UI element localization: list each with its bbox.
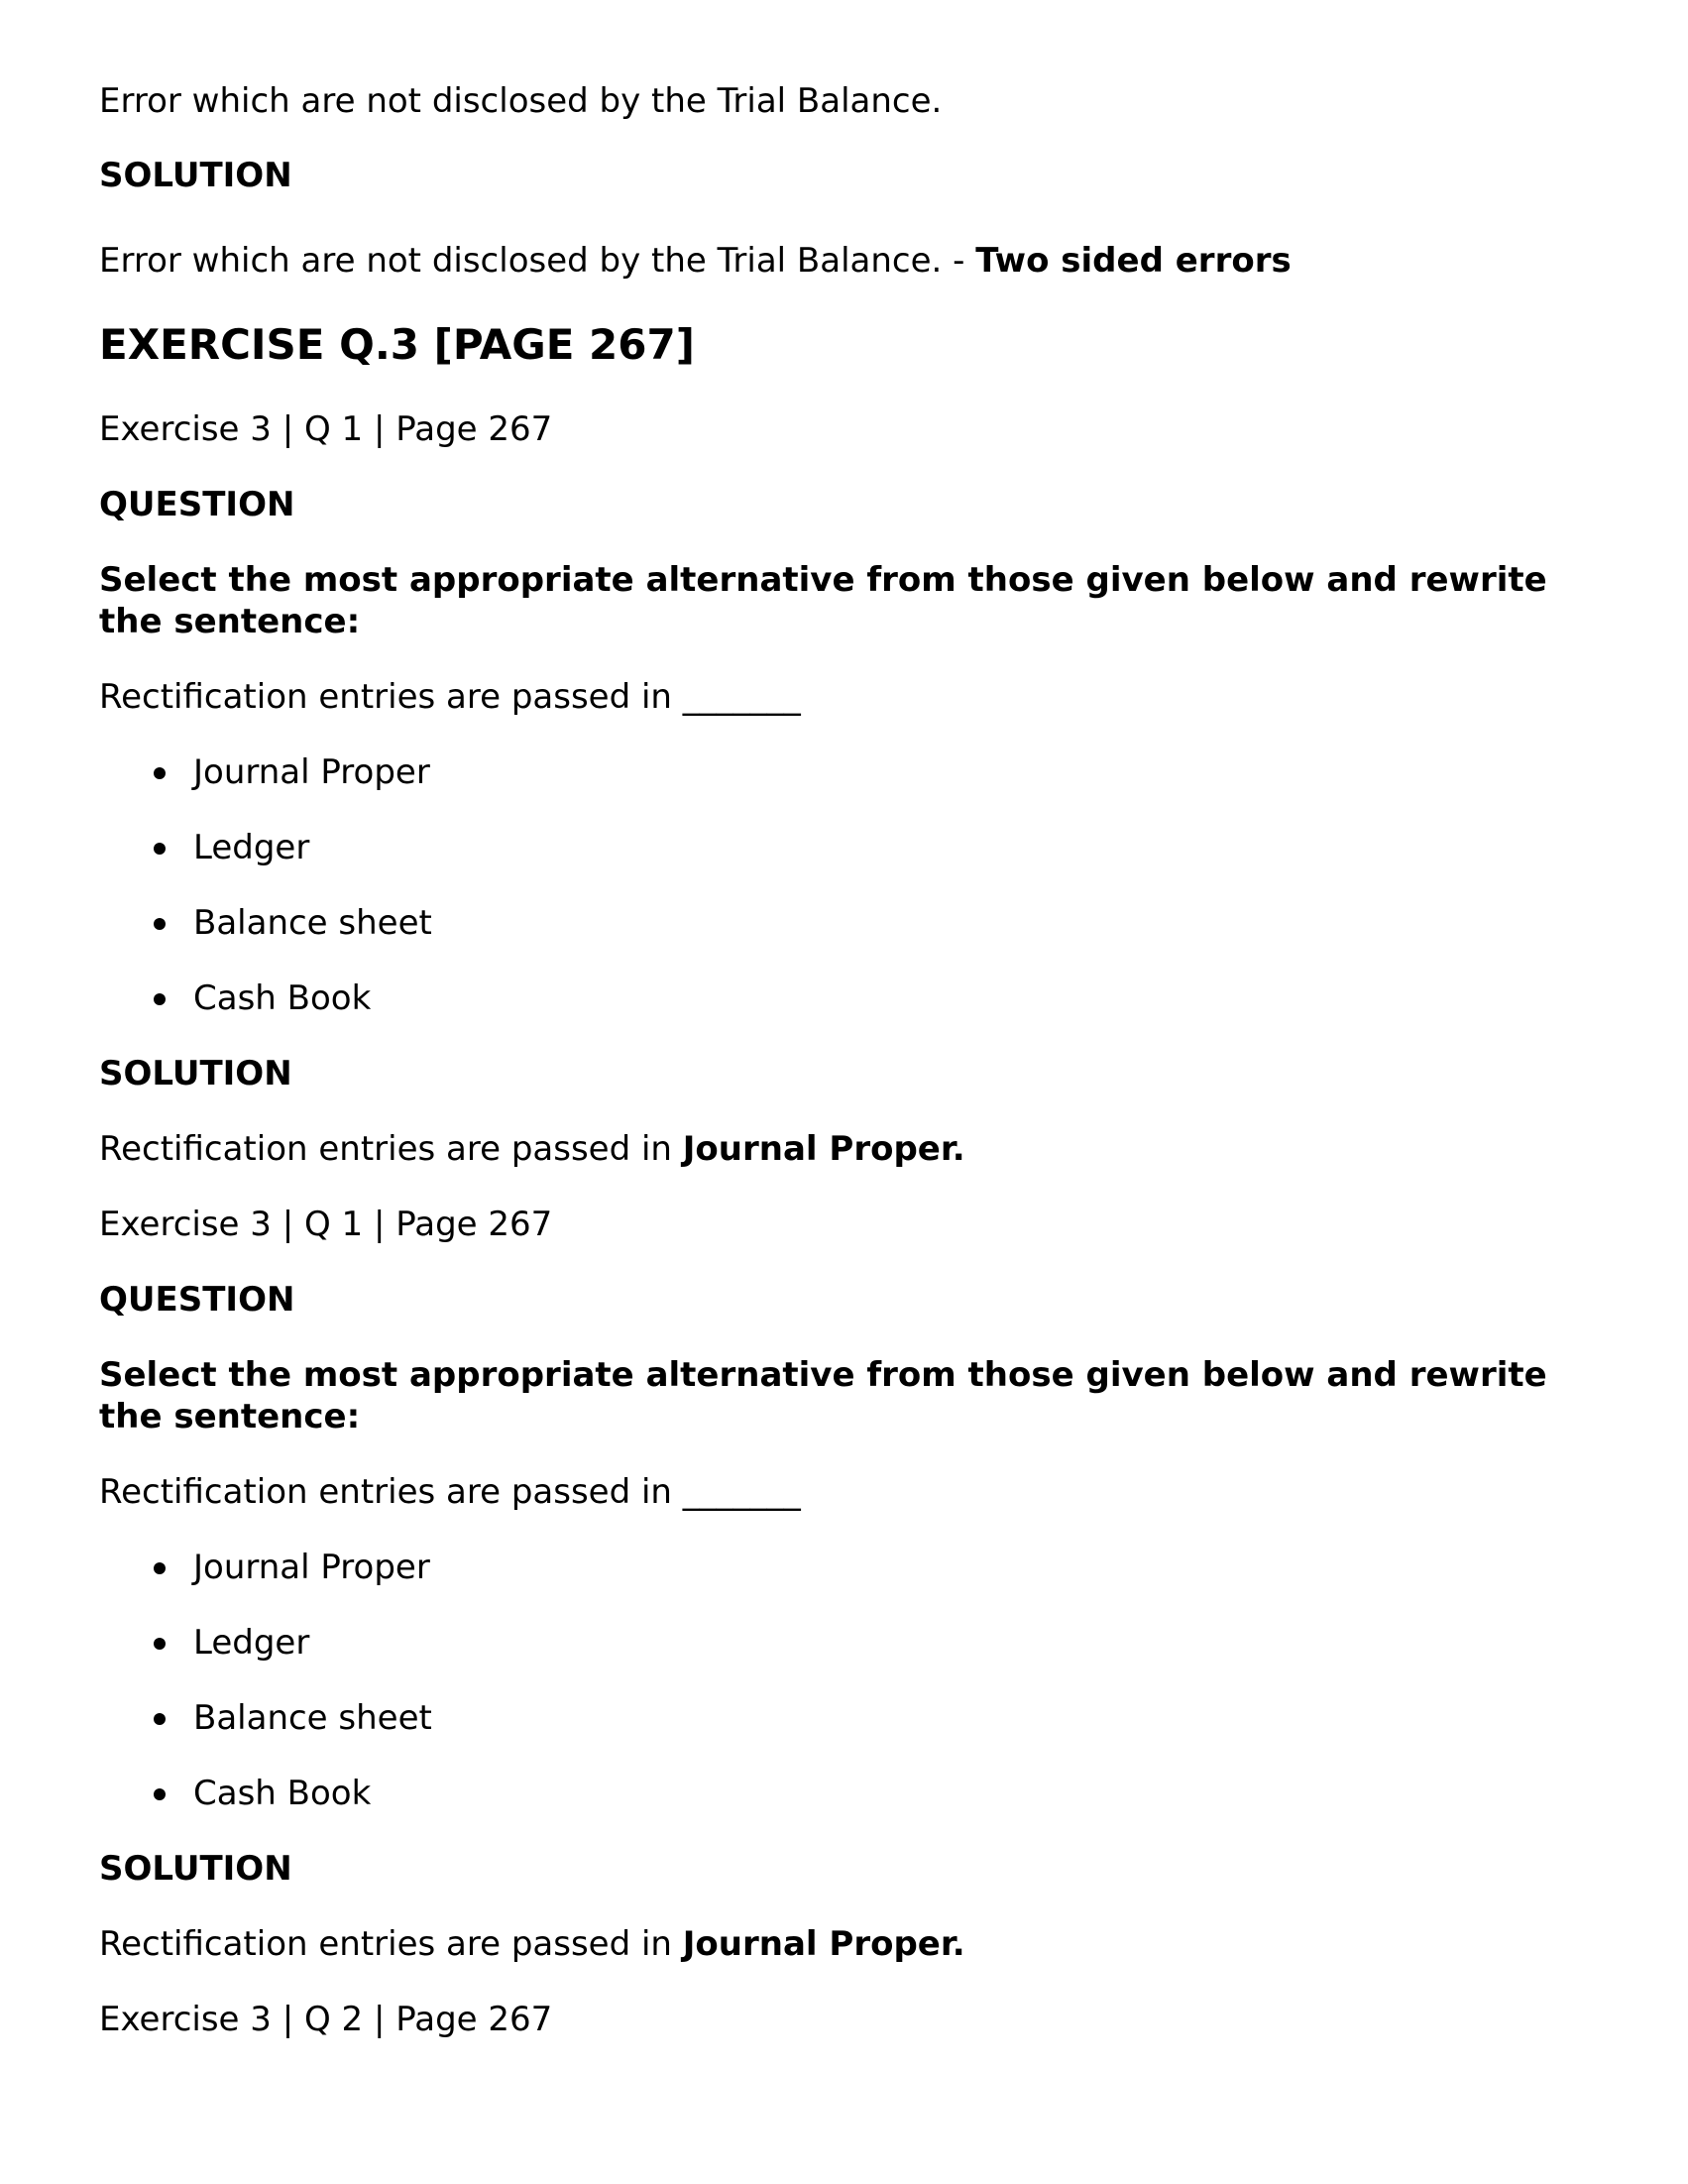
- option-item: [99, 751, 432, 827]
- option-label: Ledger: [193, 1623, 310, 1663]
- option-item: [99, 1622, 432, 1697]
- option-label: Cash Book: [193, 1774, 372, 1813]
- intro-text: Error which are not disclosed by the Trial Balance.: [99, 81, 943, 121]
- option-item: [99, 1773, 432, 1848]
- solution-label: SOLUTION: [99, 1849, 292, 1889]
- option-item: [99, 902, 432, 977]
- bullet-icon: [154, 1788, 166, 1800]
- bullet-icon: [154, 1638, 166, 1650]
- question-label: QUESTION: [99, 485, 295, 524]
- option-item: [99, 1547, 432, 1622]
- option-label: Balance sheet: [193, 1698, 432, 1738]
- section-heading: EXERCISE Q.3 [PAGE 267]: [99, 320, 695, 369]
- solution-text: [99, 240, 1292, 282]
- bullet-icon: [154, 767, 166, 779]
- solution-answer: Journal Proper.: [682, 1129, 965, 1169]
- bullet-icon: [154, 843, 166, 855]
- option-label: Journal Proper: [193, 752, 430, 792]
- question-reference: Exercise 3 | Q 1 | Page 267: [99, 1205, 553, 1244]
- question-label: QUESTION: [99, 1280, 295, 1320]
- question-reference: Exercise 3 | Q 2 | Page 267: [99, 2000, 553, 2039]
- question-prompt: Rectification entries are passed in _______: [99, 677, 801, 717]
- solution-text-plain: Rectification entries are passed in: [99, 1924, 683, 1964]
- solution-label: SOLUTION: [99, 156, 292, 195]
- option-label: Ledger: [193, 828, 310, 867]
- solution-label: SOLUTION: [99, 1054, 292, 1093]
- bullet-icon: [154, 993, 166, 1005]
- option-label: Cash Book: [193, 978, 372, 1018]
- option-item: [99, 977, 432, 1053]
- solution-answer: Journal Proper.: [682, 1924, 965, 1964]
- option-label: Balance sheet: [193, 903, 432, 943]
- options-list: [99, 751, 432, 1053]
- question-instruction: Select the most appropriate alternative from those given below and rewrite the sentence:: [99, 560, 1547, 641]
- question-prompt: Rectification entries are passed in _______: [99, 1472, 801, 1512]
- option-label: Journal Proper: [193, 1548, 430, 1587]
- question-instruction: Select the most appropriate alternative from those given below and rewrite the sentence:: [99, 1355, 1547, 1437]
- solution-text: [99, 1128, 965, 1170]
- solution-answer: Two sided errors: [975, 241, 1292, 281]
- bullet-icon: [154, 1562, 166, 1574]
- bullet-icon: [154, 1713, 166, 1725]
- question-reference: Exercise 3 | Q 1 | Page 267: [99, 409, 553, 449]
- solution-text: [99, 1923, 965, 1965]
- solution-text-plain: Rectification entries are passed in: [99, 1129, 683, 1169]
- option-item: [99, 1697, 432, 1773]
- solution-text-plain: Error which are not disclosed by the Trial Balance. -: [99, 241, 976, 281]
- options-list: [99, 1547, 432, 1848]
- bullet-icon: [154, 918, 166, 930]
- option-item: [99, 827, 432, 902]
